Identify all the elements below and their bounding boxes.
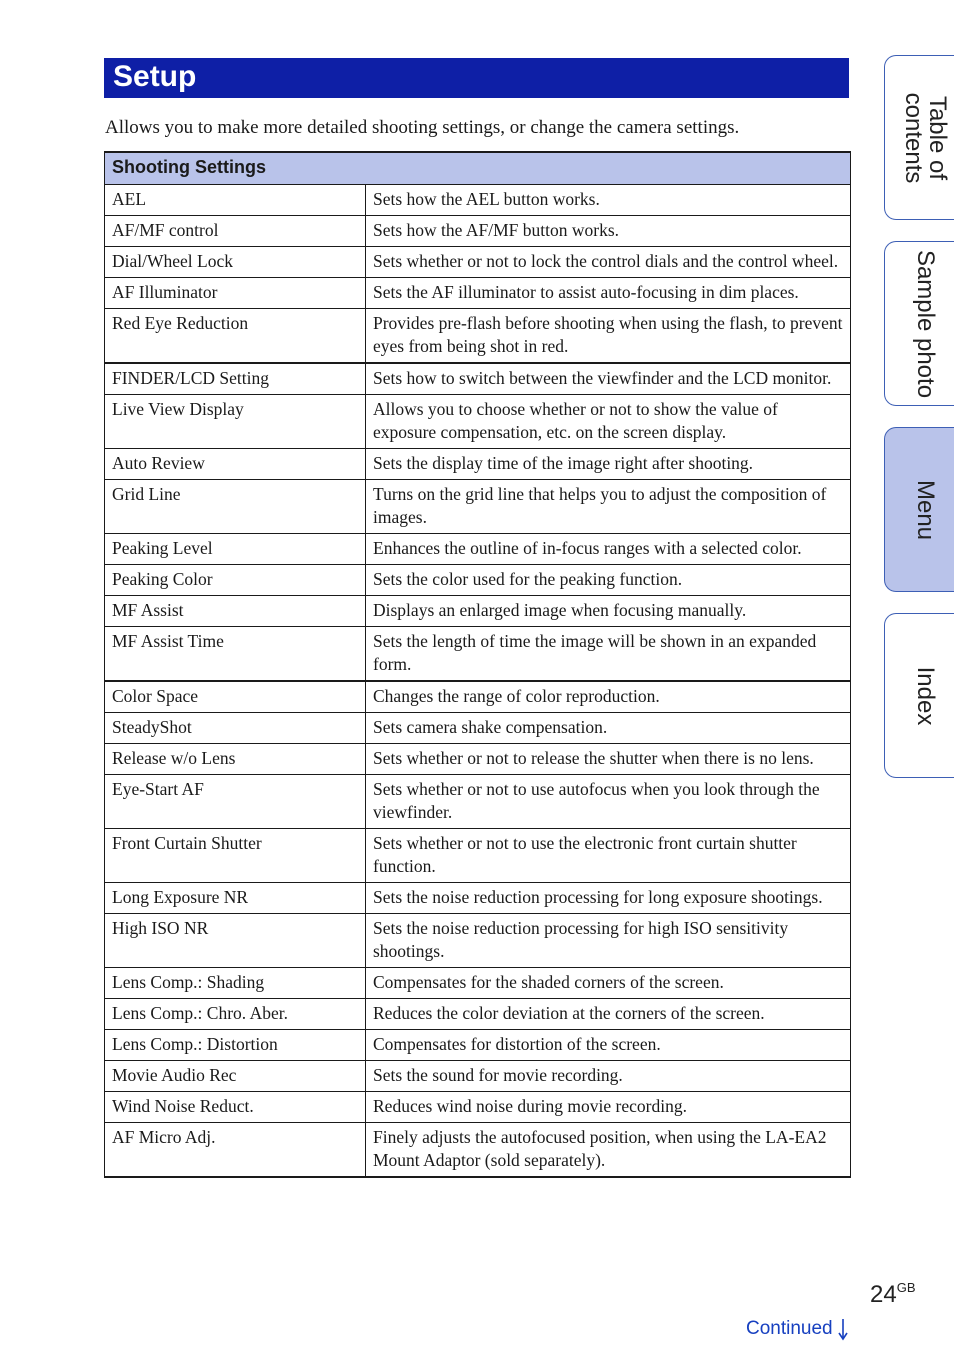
setting-description: Displays an enlarged image when focusing manually. bbox=[366, 596, 851, 627]
setting-name: AEL bbox=[105, 185, 366, 216]
table-row bbox=[105, 883, 851, 914]
setting-description: Sets the noise reduction processing for long exposure shootings. bbox=[366, 883, 851, 914]
setting-name: Release w/o Lens bbox=[105, 744, 366, 775]
table-row bbox=[105, 185, 851, 216]
setting-description: Sets camera shake compensation. bbox=[366, 713, 851, 744]
table-row bbox=[105, 480, 851, 534]
table-row bbox=[105, 247, 851, 278]
table-row bbox=[105, 744, 851, 775]
settings-rows bbox=[105, 185, 851, 1178]
setting-description: Sets the length of time the image will be shown in an expanded form. bbox=[366, 627, 851, 682]
setting-description: Allows you to choose whether or not to show the value of exposure compensation, etc. on the screen display. bbox=[366, 395, 851, 449]
setting-description: Sets how the AEL button works. bbox=[366, 185, 851, 216]
setting-description: Sets the sound for movie recording. bbox=[366, 1061, 851, 1092]
setting-name: Dial/Wheel Lock bbox=[105, 247, 366, 278]
table-row bbox=[105, 395, 851, 449]
setting-description: Turns on the grid line that helps you to adjust the composition of images. bbox=[366, 480, 851, 534]
setting-description: Enhances the outline of in-focus ranges with a selected color. bbox=[366, 534, 851, 565]
setting-name: Eye-Start AF bbox=[105, 775, 366, 829]
setting-name: Front Curtain Shutter bbox=[105, 829, 366, 883]
setting-name: Live View Display bbox=[105, 395, 366, 449]
setting-name: Grid Line bbox=[105, 480, 366, 534]
table-row bbox=[105, 999, 851, 1030]
continued-link[interactable] bbox=[746, 1317, 849, 1341]
setting-description: Sets the color used for the peaking function. bbox=[366, 565, 851, 596]
table-row bbox=[105, 829, 851, 883]
setting-name: Wind Noise Reduct. bbox=[105, 1092, 366, 1123]
setting-name: Movie Audio Rec bbox=[105, 1061, 366, 1092]
table-row bbox=[105, 914, 851, 968]
setting-description: Compensates for the shaded corners of the screen. bbox=[366, 968, 851, 999]
setting-name: MF Assist Time bbox=[105, 627, 366, 682]
settings-table bbox=[104, 151, 851, 1178]
tab-label: Table of contents bbox=[900, 92, 951, 183]
section-header: Shooting Settings bbox=[105, 152, 851, 185]
setting-description: Reduces the color deviation at the corners of the screen. bbox=[366, 999, 851, 1030]
setting-description: Sets whether or not to use autofocus when you look through the viewfinder. bbox=[366, 775, 851, 829]
setting-name: High ISO NR bbox=[105, 914, 366, 968]
setting-name: Color Space bbox=[105, 681, 366, 713]
tab-index[interactable] bbox=[884, 613, 954, 778]
page-number-suffix: GB bbox=[896, 1280, 916, 1295]
tab-label: Menu bbox=[912, 479, 939, 540]
page-title: Setup bbox=[113, 60, 197, 93]
table-row bbox=[105, 1061, 851, 1092]
tab-sample-photo[interactable] bbox=[884, 241, 954, 406]
table-row bbox=[105, 681, 851, 713]
setting-description: Finely adjusts the autofocused position, when using the LA-EA2 Mount Adaptor (sold separately). bbox=[366, 1123, 851, 1178]
setting-name: Peaking Color bbox=[105, 565, 366, 596]
setting-name: Auto Review bbox=[105, 449, 366, 480]
table-row bbox=[105, 309, 851, 364]
table-row bbox=[105, 1123, 851, 1178]
page-number-value: 24 bbox=[870, 1281, 897, 1308]
table-row bbox=[105, 565, 851, 596]
setting-description: Provides pre-flash before shooting when using the flash, to prevent eyes from being shot in red. bbox=[366, 309, 851, 364]
setting-name: Long Exposure NR bbox=[105, 883, 366, 914]
setting-description: Sets the noise reduction processing for high ISO sensitivity shootings. bbox=[366, 914, 851, 968]
setting-name: AF Illuminator bbox=[105, 278, 366, 309]
table-row bbox=[105, 1092, 851, 1123]
setting-name: AF Micro Adj. bbox=[105, 1123, 366, 1178]
page-title-bar bbox=[104, 58, 849, 98]
table-row bbox=[105, 534, 851, 565]
page-number bbox=[870, 1280, 916, 1309]
table-row bbox=[105, 363, 851, 395]
setting-name: Red Eye Reduction bbox=[105, 309, 366, 364]
setting-name: Lens Comp.: Shading bbox=[105, 968, 366, 999]
table-row bbox=[105, 1030, 851, 1061]
setting-description: Sets how to switch between the viewfinder and the LCD monitor. bbox=[366, 363, 851, 395]
setting-description: Sets the display time of the image right after shooting. bbox=[366, 449, 851, 480]
intro-text: Allows you to make more detailed shooting settings, or change the camera settings. bbox=[105, 117, 740, 138]
setting-name: AF/MF control bbox=[105, 216, 366, 247]
setting-name: Peaking Level bbox=[105, 534, 366, 565]
setting-name: FINDER/LCD Setting bbox=[105, 363, 366, 395]
table-row bbox=[105, 968, 851, 999]
arrow-down-icon bbox=[837, 1317, 849, 1341]
setting-description: Compensates for distortion of the screen. bbox=[366, 1030, 851, 1061]
tab-table-of-contents[interactable] bbox=[884, 55, 954, 220]
setting-name: Lens Comp.: Chro. Aber. bbox=[105, 999, 366, 1030]
table-row bbox=[105, 627, 851, 682]
table-row bbox=[105, 596, 851, 627]
setting-description: Sets the AF illuminator to assist auto-focusing in dim places. bbox=[366, 278, 851, 309]
setting-description: Reduces wind noise during movie recording. bbox=[366, 1092, 851, 1123]
setting-name: MF Assist bbox=[105, 596, 366, 627]
tab-menu[interactable] bbox=[884, 427, 954, 592]
setting-description: Sets whether or not to lock the control dials and the control wheel. bbox=[366, 247, 851, 278]
table-row bbox=[105, 449, 851, 480]
table-row bbox=[105, 713, 851, 744]
tab-label: Sample photo bbox=[912, 249, 939, 398]
table-row bbox=[105, 278, 851, 309]
setting-description: Sets whether or not to release the shutter when there is no lens. bbox=[366, 744, 851, 775]
setting-description: Sets whether or not to use the electronic front curtain shutter function. bbox=[366, 829, 851, 883]
continued-label: Continued bbox=[746, 1318, 833, 1339]
setting-name: Lens Comp.: Distortion bbox=[105, 1030, 366, 1061]
setting-description: Sets how the AF/MF button works. bbox=[366, 216, 851, 247]
tab-label: Index bbox=[912, 666, 939, 725]
table-row bbox=[105, 775, 851, 829]
section-header-row bbox=[105, 152, 851, 185]
setting-description: Changes the range of color reproduction. bbox=[366, 681, 851, 713]
setting-name: SteadyShot bbox=[105, 713, 366, 744]
table-row bbox=[105, 216, 851, 247]
